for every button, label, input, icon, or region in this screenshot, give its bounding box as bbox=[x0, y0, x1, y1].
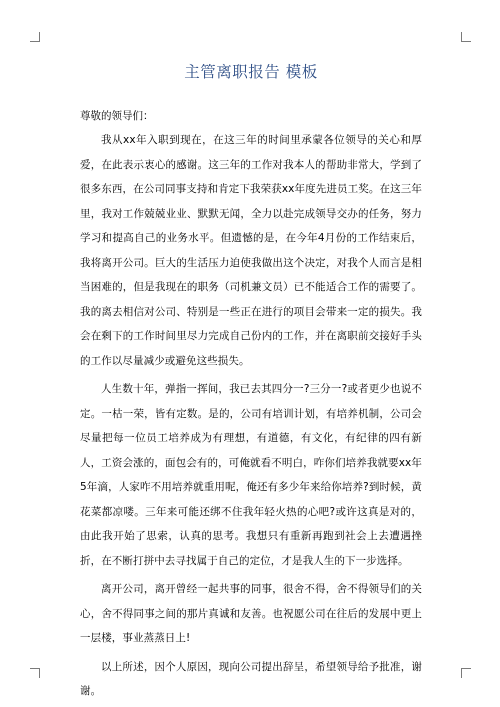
crop-mark-bottom-right bbox=[461, 668, 471, 678]
document-page bbox=[80, 60, 422, 704]
crop-mark-bottom-left bbox=[30, 668, 40, 678]
crop-mark-top-right bbox=[461, 32, 471, 42]
body-paragraph-1: 我从xx年入职到现在，在这三年的时间里承蒙各位领导的关心和厚爱，在此表示衷心的感谢。这三年的工作对我本人的帮助非常大，学到了很多东西，在公司同事支持和肯定下我荣获xx年度先进员工奖。在这三年里，我对工作兢兢业业、默默无闻，全力以赴完成领导交办的任务，努力学习和提高自己的业务水平。但遗憾的是，在今年4月份的工作结束后，我将离开公司。巨大的生活压力迫使我做出这个决定，对我个人而言是相当困难的，但是我现在的职务（司机兼文员）已不能适合工作的需要了。我的离去相信对公司、特别是一些正在进行的项目会带来一定的损失。我会在剩下的工作时间里尽力完成自己份内的工作，并在离职前交接好手头的工作以尽量减少或避免这些损失。 bbox=[80, 134, 422, 367]
body-paragraph-4: 以上所述，因个人原因，现向公司提出辞呈，希望领导给予批准，谢谢。 bbox=[80, 660, 422, 697]
body-paragraph-3: 离开公司，离开曾经一起共事的同事，很舍不得，舍不得领导们的关心，舍不得同事之间的那片真诚和友善。也祝愿公司在往后的发展中更上一层楼，事业蒸蒸日上! bbox=[80, 583, 422, 644]
document-title: 主管离职报告 模板 bbox=[184, 63, 318, 81]
greeting: 尊敬的领导们： bbox=[80, 110, 154, 122]
body-paragraph-2: 人生数十年，弹指一挥间，我已去其四分一?三分一?或者更少也说不定。一枯一荣，皆有定数。是的，公司有培训计划，有培养机制，公司会尽量把每一位员工培养成为有理想，有道德，有文化，有纪律的四有新人，工资会涨的，面包会有的，可俺就看不明白，咋你们培养我就要xx年5年滴，人家咋不用培养就重用呢，俺还有多少年来给你培养?到时候，黄花菜都凉喽。三年来可能还绑不住我年轻火热的心吧?或许这真是对的，由此我开始了思索，认真的思考。我想只有重新再跑到社会上去遭遇挫折，在不断打拼中去寻找属于自己的定位，才是我人生的下一步选择。 bbox=[80, 383, 422, 567]
crop-mark-top-left bbox=[30, 32, 40, 42]
